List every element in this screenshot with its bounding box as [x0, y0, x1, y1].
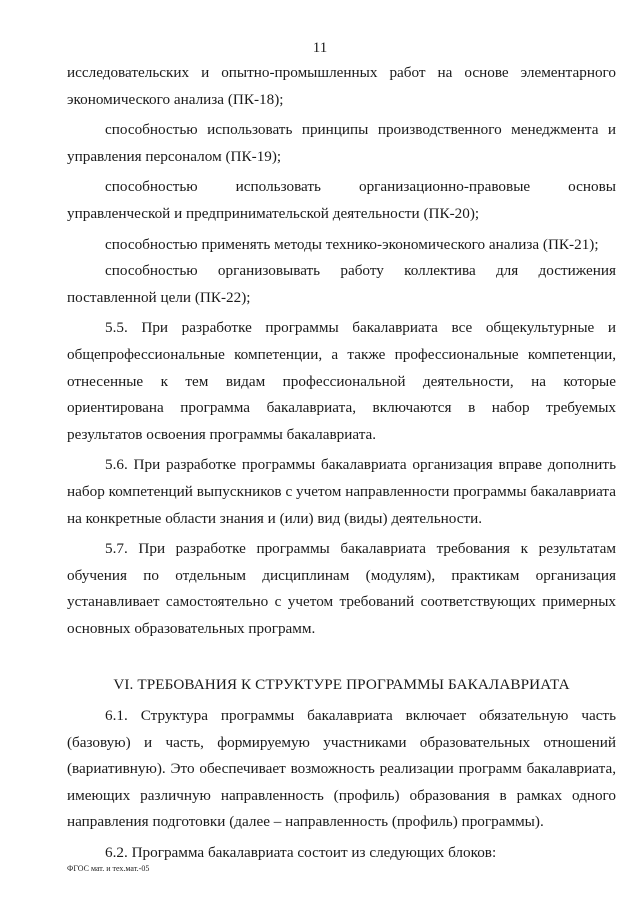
section-heading: VI. ТРЕБОВАНИЯ К СТРУКТУРЕ ПРОГРАММЫ БАКАЛАВРИАТА [113, 676, 570, 694]
clause-5-5: 5.5. При разработке программы бакалавриата все общекультурные и общепрофессиональные компетенции, а также профессиональные компетенции, отнесенные к тем видам профессиональной деятельности, на которые ориентирована программа бакалавриата, включаются в набор требуемых результатов освоения программы бакалавриата. [67, 319, 616, 443]
competency-pk19: способностью использовать принципы производственного менеджмента и управления персоналом (ПК-19); [67, 121, 616, 165]
competency-pk22: способностью организовывать работу коллектива для достижения поставленной цели (ПК-22); [67, 262, 616, 306]
page-number: 11 [312, 40, 328, 56]
document-body [67, 60, 616, 867]
competency-pk20: способностью использовать организационно-правовые основы управленческой и предпринимательской деятельности (ПК-20); [67, 178, 616, 222]
competency-pk21: способностью применять методы технико-экономического анализа (ПК-21); [105, 235, 599, 253]
clause-5-7: 5.7. При разработке программы бакалавриата требования к результатам обучения по отдельным дисциплинам (модулям), практикам организация устанавливает самостоятельно с учетом требований соответствующих примерных основных образовательных программ. [67, 540, 616, 637]
clause-5-6: 5.6. При разработке программы бакалавриата организация вправе дополнить набор компетенций выпускников с учетом направленности программы бакалавриата на конкретные области знания и (или) вид (виды) деятельности. [67, 456, 616, 527]
footer-note: ФГОС мат. и тех.мат.-05 [67, 864, 150, 873]
paragraph-continuation: исследовательских и опытно-промышленных работ на основе элементарного экономического анализа (ПК-18); [67, 64, 616, 108]
clause-6-1: 6.1. Структура программы бакалавриата включает обязательную часть (базовую) и часть, формируемую участниками образовательных отношений (вариативную). Это обеспечивает возможность реализации программ бакалавриата, имеющих различную направленность (профиль) образования в рамках одного направления подготовки (далее – направленность (профиль) программы). [67, 707, 616, 831]
clause-6-2: 6.2. Программа бакалавриата состоит из следующих блоков: [105, 844, 497, 862]
